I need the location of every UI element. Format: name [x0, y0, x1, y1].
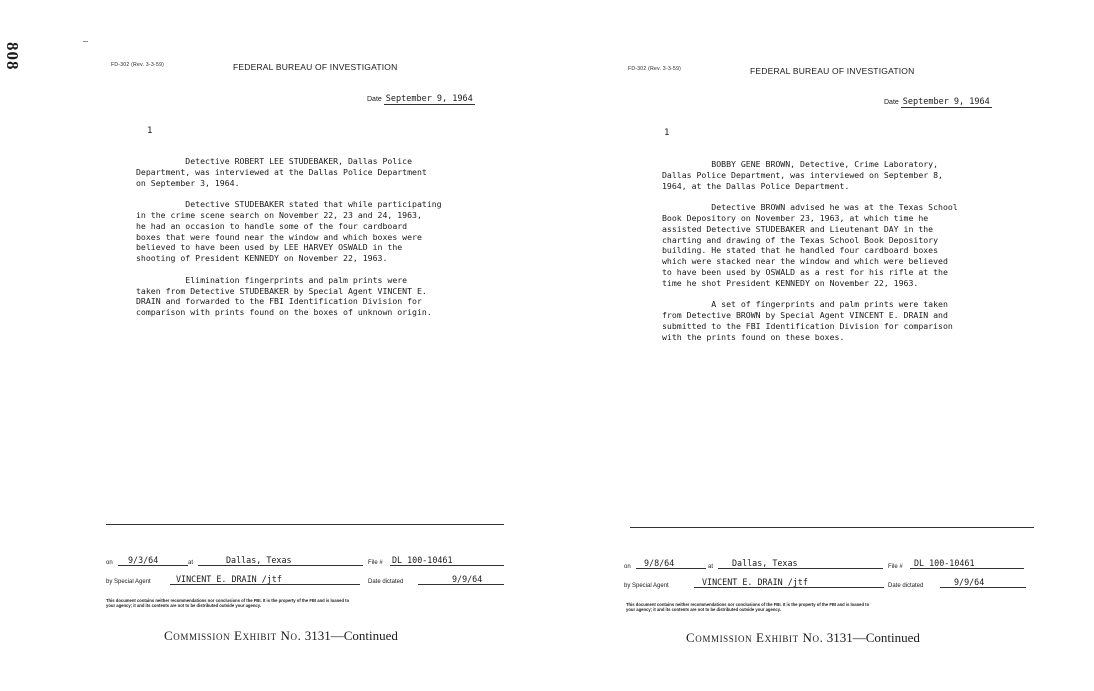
date-dictated: 9/9/64 [452, 574, 483, 584]
fd302-document-left [100, 0, 530, 691]
document-date: September 9, 1964 [385, 94, 473, 104]
file-label: File # [368, 560, 383, 566]
scan-mark [83, 41, 88, 42]
disclaimer: This document contains neither recommendations nor conclusions of the FBI. It is the property of the FBI and is loaned to your agency; it and its contents are not to be distributed outside your agency. [626, 602, 870, 612]
form-code: FD-302 (Rev. 3-3-59) [111, 62, 165, 68]
interview-date: 9/8/64 [644, 558, 675, 568]
agency-header: FEDERAL BUREAU OF INVESTIGATION [750, 66, 915, 76]
caption-suffix: 3131—Continued [304, 628, 398, 643]
dictated-label: Date dictated [368, 579, 404, 585]
document-mark: 1 [147, 126, 153, 136]
date-dictated: 9/9/64 [954, 577, 985, 587]
on-label: on [624, 564, 631, 570]
underline [636, 568, 706, 569]
file-label: File # [888, 564, 903, 570]
file-number: DL 100-10461 [914, 558, 975, 568]
interview-location: Dallas, Texas [226, 555, 292, 565]
on-label: on [106, 560, 113, 566]
underline [718, 568, 883, 569]
caption-suffix: 3131—Continued [826, 630, 920, 645]
underline [390, 565, 504, 566]
divider-rule [106, 524, 504, 525]
page-number: 808 [3, 42, 22, 71]
underline [418, 584, 504, 585]
agent-label: by Special Agent [106, 579, 151, 585]
special-agent: VINCENT E. DRAIN /jtf [176, 574, 282, 584]
agency-header: FEDERAL BUREAU OF INVESTIGATION [233, 62, 398, 72]
agent-label: by Special Agent [624, 583, 669, 589]
interview-location: Dallas, Texas [732, 558, 798, 568]
document-body: Detective ROBERT LEE STUDEBAKER, Dallas Police Department, was interviewed at the Dallas Police Department on September 3, 1964. Detective STUDEBAKER stated that while participating in the crime scene search on November 22, 23 and 24, 1963, he had an occasion to handle some of the four cardboard boxes that were found near the window and which boxes were believed to have been used by LEE HARVEY OSWALD in the shooting of President KENNEDY on November 22, 1963. Elimination fingerprints and palm prints were taken from Detective STUDEBAKER by Special Agent VINCENT E. DRAIN and forwarded to the FBI Identification Division for comparison with prints found on the boxes of unknown origin. [136, 156, 442, 318]
dictated-label: Date dictated [888, 583, 924, 589]
form-code: FD-302 (Rev. 3-3-59) [628, 66, 682, 72]
commission-exhibit-caption [686, 630, 920, 646]
document-date: September 9, 1964 [902, 97, 990, 107]
at-label: at [708, 564, 714, 570]
date-label: Date [367, 96, 382, 103]
commission-exhibit-caption [164, 628, 398, 644]
interview-date: 9/3/64 [128, 555, 159, 565]
at-label: at [188, 560, 194, 566]
date-line [884, 97, 992, 107]
date-line [367, 94, 475, 104]
underline [118, 565, 188, 566]
document-mark: 1 [664, 128, 670, 138]
divider-rule [630, 527, 1034, 528]
underline [170, 584, 360, 585]
fd302-document-right [618, 0, 1063, 691]
document-body: BOBBY GENE BROWN, Detective, Crime Laboratory, Dallas Police Department, was interviewed on September 8, 1964, at the Dallas Police Department. Detective BROWN advised he was at the Texas School Book Depository on November 23, 1963, at which time he assisted Detective STUDEBAKER and Lieutenant DAY in the charting and drawing of the Texas School Book Depository building. He stated that he handled four cardboard boxes which were stacked near the window and which were believed to have been used by OSWALD as a rest for his rifle at the time he shot President KENNEDY on November 22, 1963. A set of fingerprints and palm prints were taken from Detective BROWN by Special Agent VINCENT E. DRAIN and submitted to the FBI Identification Division for comparison with the prints found on these boxes. [662, 159, 958, 342]
file-number: DL 100-10461 [392, 555, 453, 565]
underline [910, 568, 1024, 569]
underline [694, 587, 884, 588]
underline [940, 587, 1026, 588]
caption-prefix: Commission Exhibit No. [164, 628, 302, 643]
date-label: Date [884, 99, 899, 106]
disclaimer: This document contains neither recommendations nor conclusions of the FBI. It is the property of the FBI and is loaned to your agency; it and its contents are not to be distributed outside your agency. [106, 598, 350, 608]
underline [198, 565, 363, 566]
caption-prefix: Commission Exhibit No. [686, 630, 824, 645]
special-agent: VINCENT E. DRAIN /jtf [702, 577, 808, 587]
